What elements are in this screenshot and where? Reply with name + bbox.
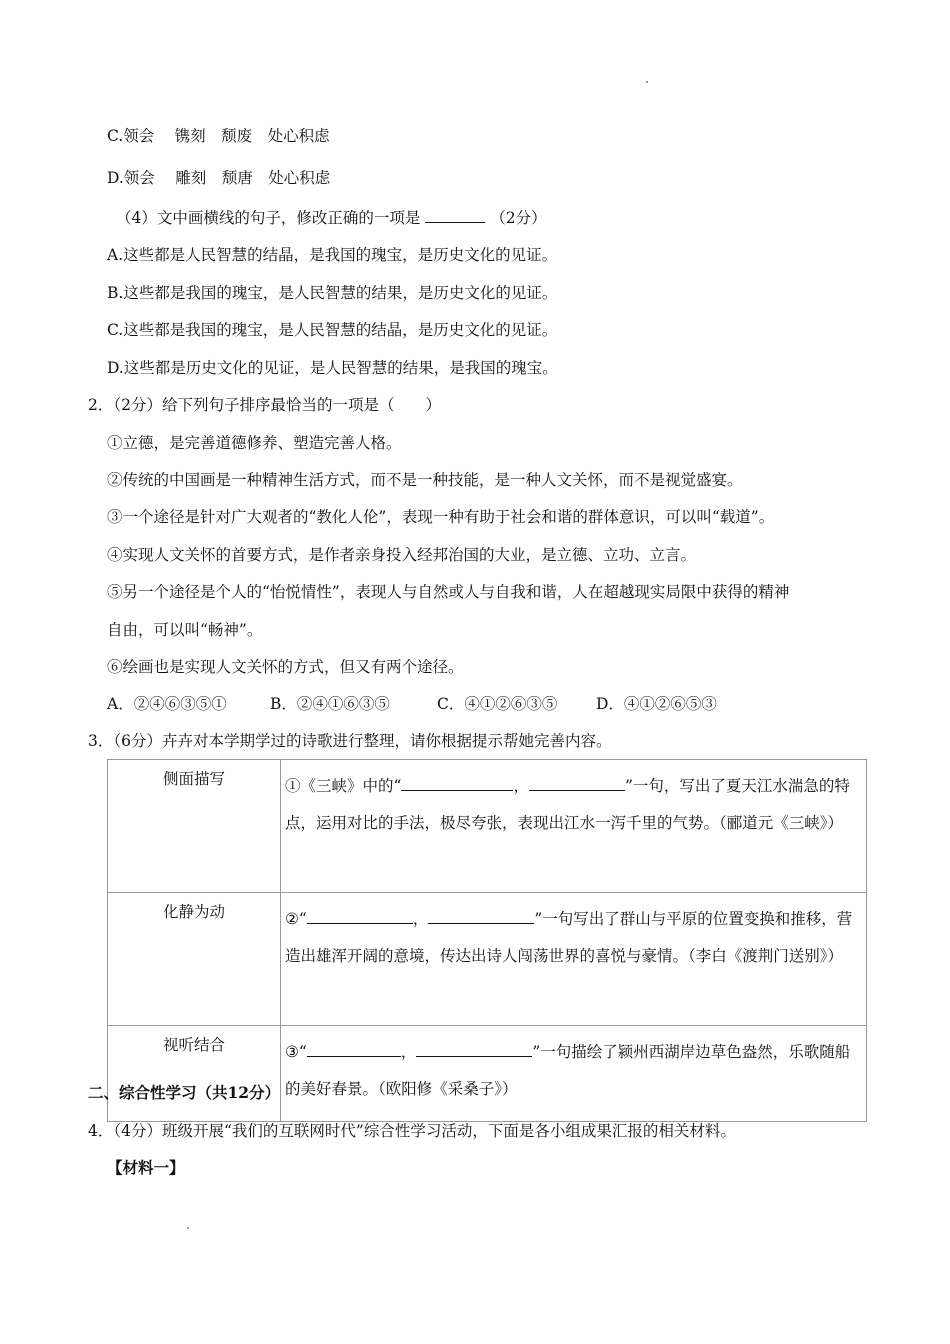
poem-row-comma: ， bbox=[400, 1043, 417, 1061]
q2-option-d[interactable]: D．④①②⑥⑤③ bbox=[596, 695, 717, 713]
q2-sentence-5-cont: 自由，可以叫“畅神”。 bbox=[107, 621, 263, 639]
q2-option-c[interactable]: C．④①②⑥③⑤ bbox=[437, 695, 558, 713]
q1-sub4-score: （2分） bbox=[490, 209, 547, 227]
scan-dot-bottom bbox=[187, 1227, 189, 1229]
q2-option-b[interactable]: B．②④①⑥③⑤ bbox=[270, 695, 390, 713]
poem-row-label: 化静为动 bbox=[108, 893, 281, 1026]
q2-sentence-5: ⑤另一个途径是个人的“怡悦情性”，表现人与自然或人与自我和谐，人在超越现实局限中获得的精神 bbox=[107, 583, 790, 601]
q1-sub4-answer-blank[interactable] bbox=[425, 208, 485, 223]
q1-sub4-stem bbox=[116, 208, 547, 228]
poem-row-comma: ， bbox=[513, 777, 529, 795]
poem-row bbox=[108, 1026, 867, 1122]
q1-sub4-option-c: C.这些都是我国的瑰宝，是人民智慧的结晶，是历史文化的见证。 bbox=[107, 321, 558, 339]
q2-sentence-1: ①立德，是完善道德修养、塑造完善人格。 bbox=[107, 434, 402, 452]
q1-sub4-option-a: A.这些都是人民智慧的结晶，是我国的瑰宝，是历史文化的见证。 bbox=[107, 246, 558, 264]
q1-sub4-option-b: B.这些都是我国的瑰宝，是人民智慧的结果，是历史文化的见证。 bbox=[107, 284, 558, 302]
poem-row-label: 视听结合 bbox=[108, 1026, 281, 1122]
q2-sentence-3: ③一个途径是针对广大观者的“教化人伦”，表现一种有助于社会和谐的群体意识，可以叫“载道”。 bbox=[107, 508, 775, 526]
poem-row-prefix: ①《三峡》中的“ bbox=[285, 777, 402, 795]
section-2-heading: 二、综合性学习（共12分） bbox=[88, 1083, 281, 1102]
poem-row-content bbox=[281, 1026, 867, 1122]
poem-row-suffix: ”一句，写出了夏天江水湍急的特点，运用对比的手法，极尽夸张，表现出江水一泻千里的气势。（郦道元《三峡》） bbox=[285, 777, 850, 832]
answer-blank-1b[interactable] bbox=[529, 776, 625, 791]
poem-row-suffix: ”一句描绘了颍州西湖岸边草色盎然，乐歌随船的美好春景。（欧阳修《采桑子》） bbox=[285, 1043, 851, 1098]
q4-stem: 4．（4分）班级开展“我们的互联网时代”综合性学习活动，下面是各小组成果汇报的相关材料。 bbox=[88, 1122, 736, 1140]
poem-row-label: 侧面描写 bbox=[108, 760, 281, 893]
q2-sentence-6: ⑥绘画也是实现人文关怀的方式，但又有两个途径。 bbox=[107, 658, 464, 676]
poem-row-prefix: ③“ bbox=[285, 1043, 307, 1061]
q2-sentence-4: ④实现人文关怀的首要方式，是作者亲身投入经邦治国的大业，是立德、立功、立言。 bbox=[107, 546, 697, 564]
q1-option-c: C.领会 镌刻 颓废 处心积虑 bbox=[107, 127, 330, 145]
answer-blank-3b[interactable] bbox=[416, 1042, 532, 1057]
answer-blank-1a[interactable] bbox=[401, 776, 513, 791]
answer-blank-2b[interactable] bbox=[428, 909, 534, 924]
q2-sentence-2: ②传统的中国画是一种精神生活方式，而不是一种技能，是一种人文关怀，而不是视觉盛宴。 bbox=[107, 471, 743, 489]
q1-sub4-stem-text: （4）文中画横线的句子，修改正确的一项是 bbox=[116, 209, 421, 227]
poem-row-content bbox=[281, 760, 867, 893]
q3-stem: 3．（6分）卉卉对本学期学过的诗歌进行整理，请你根据提示帮她完善内容。 bbox=[88, 732, 612, 750]
poem-row bbox=[108, 893, 867, 1026]
answer-blank-2a[interactable] bbox=[307, 909, 413, 924]
answer-blank-3a[interactable] bbox=[307, 1042, 401, 1057]
poem-row-content bbox=[281, 893, 867, 1026]
q2-stem: 2．（2分）给下列句子排序最恰当的一项是（ ） bbox=[88, 396, 441, 414]
poem-row-suffix: ”一句写出了群山与平原的位置变换和推移，营造出雄浑开阔的意境，传达出诗人闯荡世界的喜悦与豪情。（李白《渡荆门送别》） bbox=[285, 910, 853, 965]
poem-row-prefix: ②“ bbox=[285, 910, 307, 928]
q4-material-label: 【材料一】 bbox=[107, 1158, 185, 1177]
q1-sub4-option-d: D.这些都是历史文化的见证，是人民智慧的结果，是我国的瑰宝。 bbox=[107, 359, 558, 377]
q2-option-a[interactable]: A．②④⑥③⑤① bbox=[107, 695, 227, 713]
poem-row bbox=[108, 760, 867, 893]
poem-row-comma: ， bbox=[412, 910, 429, 928]
q1-option-d: D.领会 雕刻 颓唐 处心积虑 bbox=[107, 169, 331, 187]
scan-dot-top bbox=[646, 81, 648, 83]
poem-table bbox=[107, 759, 867, 1122]
